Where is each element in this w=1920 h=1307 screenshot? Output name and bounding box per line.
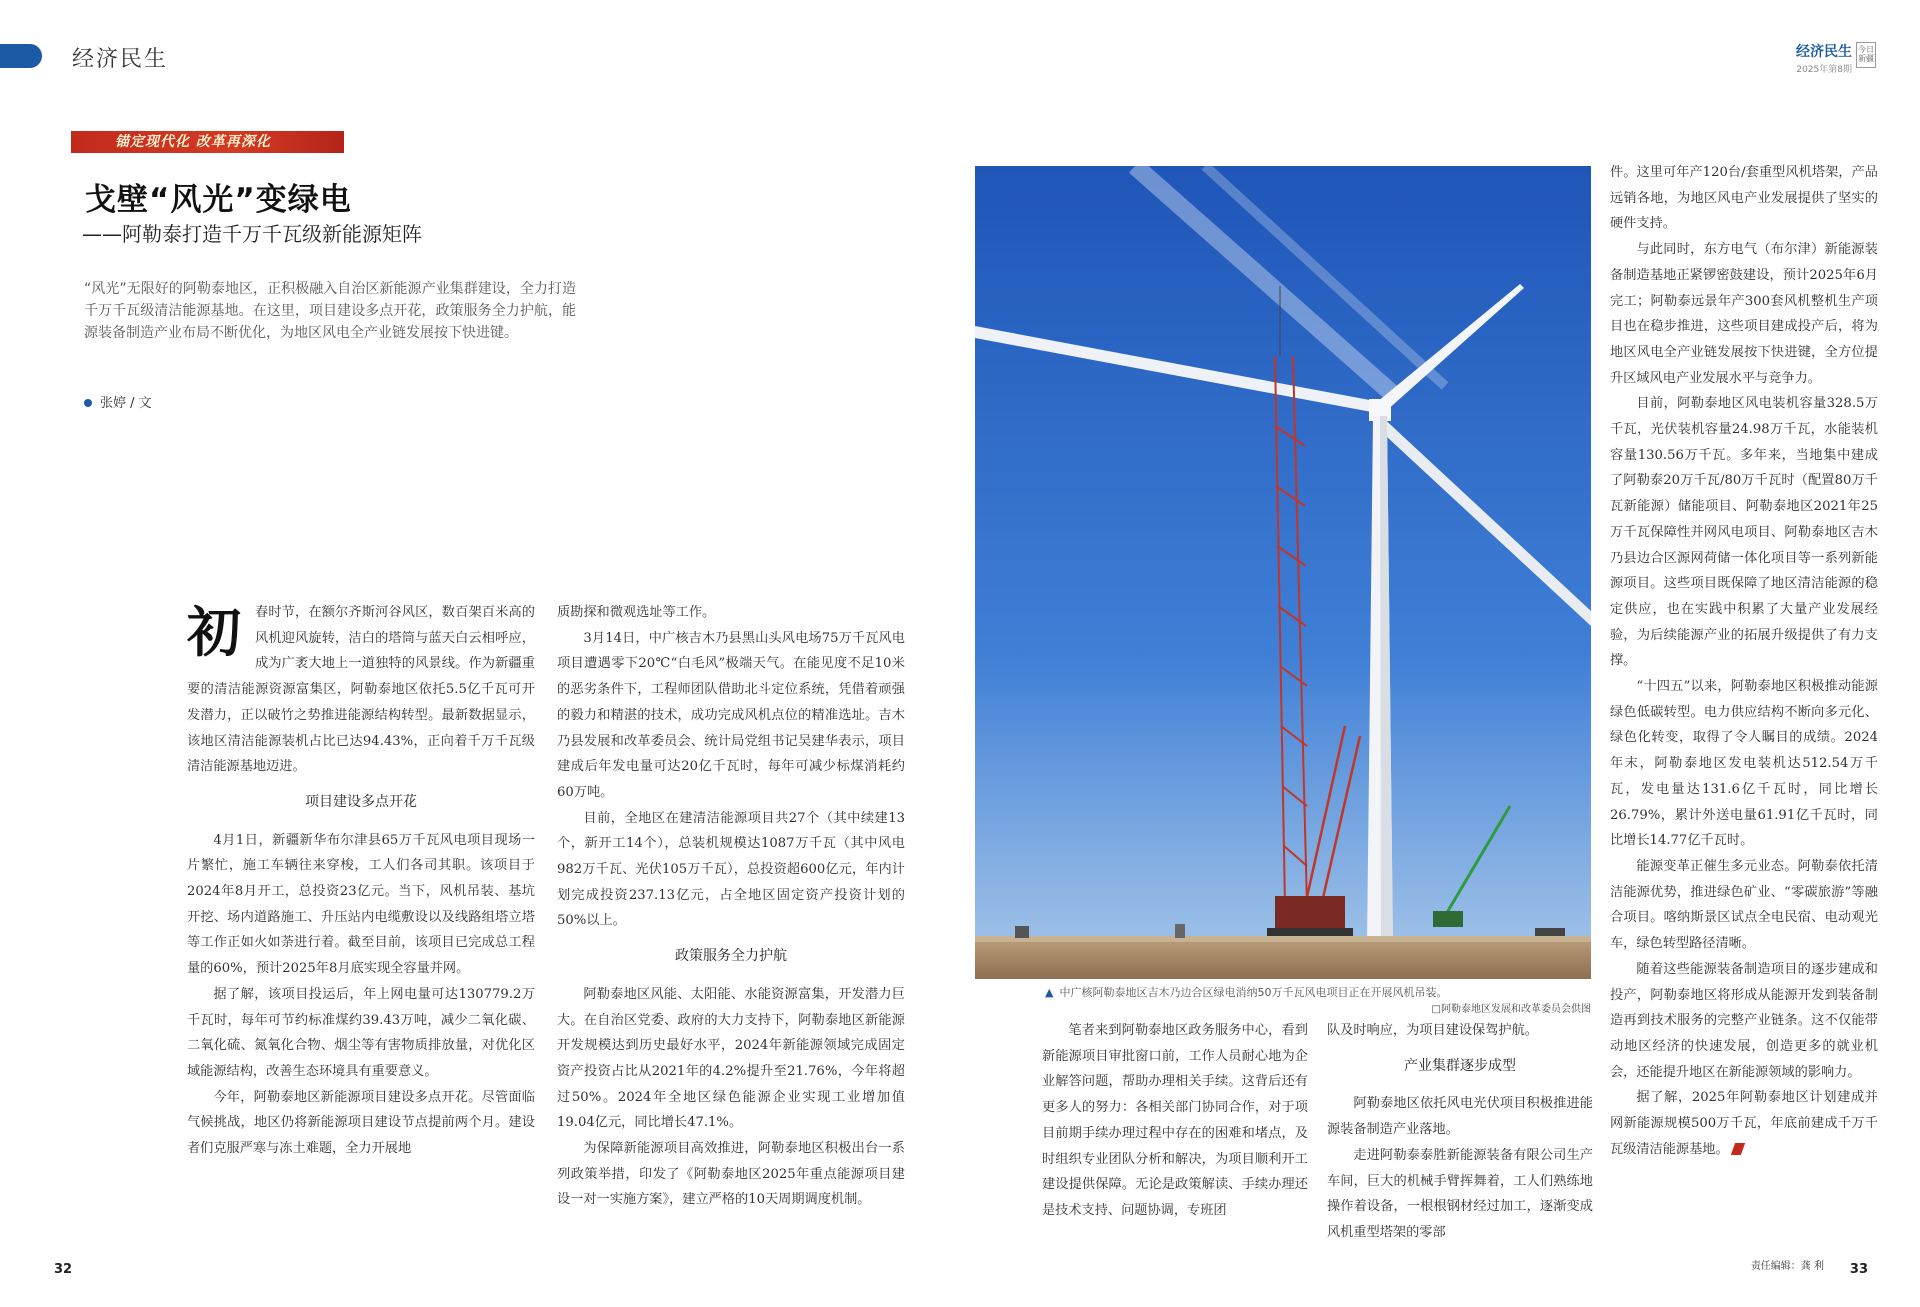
text-column-3 [1042, 1018, 1308, 1224]
article-title: 戈壁“风光”变绿电 [85, 182, 352, 218]
paragraph: “十四五”以来，阿勒泰地区积极推动能源绿色低碳转型。电力供应结构不断向多元化、绿色化转变，取得了令人瞩目的成绩。2024年末，阿勒泰地区发电装机达512.54万千瓦，发电量达131.6亿千瓦时，同比增长26.79%，累计外送电量61.91亿千瓦时，同比增长14.77亿千瓦时。 [1610, 679, 1878, 849]
text-column-5 [1610, 160, 1878, 1162]
section-heading: 政策服务全力护航 [675, 948, 787, 965]
bullet-dot-icon [84, 399, 92, 407]
paragraph: 阿勒泰地区风能、太阳能、水能资源富集，开发潜力巨大。在自治区党委、政府的大力支持下，阿勒泰地区新能源开发规模达到历史最好水平，2024年新能源领域完成固定资产投资占比从2021年的4.2%提升至21.76%，今年将超过50%。2024年全地区绿色能源企业实现工业增加值19.04亿元，同比增长47.1%。 [557, 986, 905, 1131]
paragraph: 与此同时，东方电气（布尔津）新能源装备制造基地正紧锣密鼓建设，预计2025年6月完工；阿勒泰远景年产300套风机整机生产项目也在稳步推进，这些项目建成投产后，将为地区风电全产业链发展按下快进键，全方位提升区域风电产业发展水平与竞争力。 [1610, 242, 1878, 386]
page-number-right: 33 [1849, 1262, 1868, 1277]
author-name: 张婷 / 文 [100, 396, 152, 411]
end-mark-icon [1731, 1143, 1745, 1155]
text-column-4 [1327, 1018, 1593, 1246]
paragraph: 据了解，该项目投运后，年上网电量可达130779.2万千瓦时，每年可节约标准煤约39.43万吨，减少二氧化碳、二氧化硫、氮氧化合物、烟尘等有害物质排放量，对优化区域能源结构，改善生态环境具有重要意义。 [187, 986, 535, 1079]
photo-caption [1045, 984, 1591, 1018]
magazine-badge: 今日新疆 [1856, 42, 1876, 68]
paragraph: 为保障新能源项目高效推进，阿勒泰地区积极出台一系列政策举措，印发了《阿勒泰地区2025年重点能源项目建设一对一实施方案》，建立严格的10天周期调度机制。 [557, 1141, 905, 1208]
paragraph [1610, 1085, 1878, 1162]
article-subtitle: ——阿勒泰打造千万千瓦级新能源矩阵 [82, 222, 422, 246]
section-heading: 产业集群逐步成型 [1404, 1057, 1516, 1074]
paragraph: 3月14日，中广核吉木乃县黑山头风电场75万千瓦风电项目遭遇零下20℃“白毛风”极端天气。在能见度不足10米的恶劣条件下，工程师团队借助北斗定位系统，凭借着顽强的毅力和精湛的技术，成功完成风机点位的精准选址。吉木乃县发展和改革委员会、统计局党组书记吴建华表示，项目建成后年发电量可达20亿千瓦时，每年可减少标煤消耗约60万吨。 [557, 630, 905, 800]
paragraph: 阿勒泰地区依托风电光伏项目积极推进能源装备制造产业落地。 [1327, 1096, 1593, 1138]
photo-credit: □阿勒泰地区发展和改革委员会供图 [1431, 1004, 1591, 1015]
text-column-1 [187, 600, 535, 1250]
paragraph: 目前，全地区在建清洁能源项目共27个（其中续建13个，新开工14个），总装机规模达1087万千瓦（其中风电982万千瓦、光伏105万千瓦），总投资超600亿元，年内计划完成投资237.13亿元，占全地区固定资产投资计划的50%以上。 [557, 810, 905, 929]
column-banner: 锚定现代化 改革再深化 [71, 131, 344, 153]
article-lead: “风光”无限好的阿勒泰地区，正积极融入自治区新能源产业集群建设，全力打造千万千瓦级清洁能源基地。在这里，项目建设多点开花，政策服务全力护航，能源装备制造产业布局不断优化，为地区风电全产业链发展按下快进键。 [84, 281, 576, 341]
section-title-right: 经济民生 [1796, 44, 1852, 60]
paragraph: 质勘探和微观选址等工作。 [557, 605, 716, 620]
page-number-left: 32 [54, 1262, 73, 1277]
text-column-2 [557, 600, 905, 1250]
section-heading: 项目建设多点开花 [305, 793, 417, 810]
paragraph: 走进阿勒泰泰胜新能源装备有限公司生产车间，巨大的机械手臂挥舞着，工人们熟练地操作着设备，一根根钢材经过加工，逐渐变成风机重型塔架的零部 [1327, 1147, 1593, 1240]
paragraph: 今年，阿勒泰地区新能源项目建设多点开花。尽管面临气候挑战，地区仍将新能源项目建设节点提前两个月。建设者们克服严寒与冻土难题，全力开展地 [187, 1089, 535, 1157]
paragraph: 能源变革正催生多元业态。阿勒泰依托清洁能源优势，推进绿色矿业、“零碳旅游”等融合项目。喀纳斯景区试点全电民宿、电动观光车，绿色转型路径清晰。 [1610, 858, 1878, 952]
paragraph: 件。这里可年产120台/套重型风机塔架，产品远销各地，为地区风电产业发展提供了坚实的硬件支持。 [1610, 165, 1878, 232]
paragraph: 4月1日，新疆新华布尔津县65万千瓦风电项目现场一片繁忙，施工车辆往来穿梭，工人们各司其职。该项目于2024年8月开工，总投资23亿元。当下，风机吊装、基坑开挖、场内道路施工、升压站内电缆敷设以及线路组塔立塔等工作正如火如荼进行着。截至目前，该项目已完成总工程量的60%，预计2025年8月底实现全容量并网。 [187, 832, 535, 977]
paragraph: 队及时响应，为项目建设保驾护航。 [1327, 1023, 1538, 1038]
wind-turbine-photo [975, 166, 1591, 979]
drop-cap: 初 [187, 601, 241, 664]
paragraph: 笔者来到阿勒泰地区政务服务中心，看到新能源项目审批窗口前，工作人员耐心地为企业解答问题，帮助办理相关手续。这背后还有更多人的努力：各相关部门协同合作，对于项目前期手续办理过程中存在的困难和堵点，及时组织专业团队分析和解决，为项目顺利开工建设提供保障。无论是政策解读、手续办理还是技术支持、问题协调，专班团 [1042, 1023, 1308, 1218]
paragraph: 随着这些能源装备制造项目的逐步建成和投产，阿勒泰地区将形成从能源开发到装备制造再到技术服务的完整产业链条。这不仅能带动地区经济的快速发展，创造更多的就业机会，还能提升地区在新能源领域的影响力。 [1610, 961, 1878, 1080]
closing-text: 据了解，2025年阿勒泰地区计划建成并网新能源规模500万千瓦，年底前建成千万千瓦级清洁能源基地。 [1610, 1090, 1878, 1157]
paragraph: 目前，阿勒泰地区风电装机容量328.5万千瓦，光伏装机容量24.98万千瓦，水能装机容量130.56万千瓦。多年来，当地集中建成了阿勒泰20万千瓦/80万千瓦时（配置80万千瓦新能源）储能项目、阿勒泰地区2021年25万千瓦保障性并网风电项目、阿勒泰地区吉木乃县边合区源网荷储一体化项目等一系列新能源项目。这些项目既保障了地区清洁能源的稳定供应，也在实践中积累了大量产业发展经验，为后续能源产业的拓展升级提供了有力支撑。 [1610, 396, 1878, 669]
paragraph: 春时节，在额尔齐斯河谷风区，数百架百米高的风机迎风旋转，洁白的塔筒与蓝天白云相呼应，成为广袤大地上一道独特的风景线。作为新疆重要的清洁能源资源富集区，阿勒泰地区依托5.5亿千瓦可开发潜力，正以破竹之势推进能源结构转型。最新数据显示，该地区清洁能源装机占比已达94.43%，正向着千万千瓦级清洁能源基地迈进。 [187, 605, 535, 775]
section-tab-marker [0, 44, 42, 68]
author-line [84, 392, 152, 411]
caption-text: 中广核阿勒泰地区吉木乃边合区绿电消纳50万千瓦风电项目正在开展风机吊装。 [1059, 986, 1448, 999]
issue-label: 2025年第8期 [1796, 65, 1852, 75]
section-title-left: 经济民生 [72, 47, 169, 72]
responsible-editor: 责任编辑：龚 利 [1750, 1261, 1824, 1272]
triangle-icon: ▲ [1045, 986, 1054, 999]
wind-turbine-illustration [975, 166, 1591, 979]
